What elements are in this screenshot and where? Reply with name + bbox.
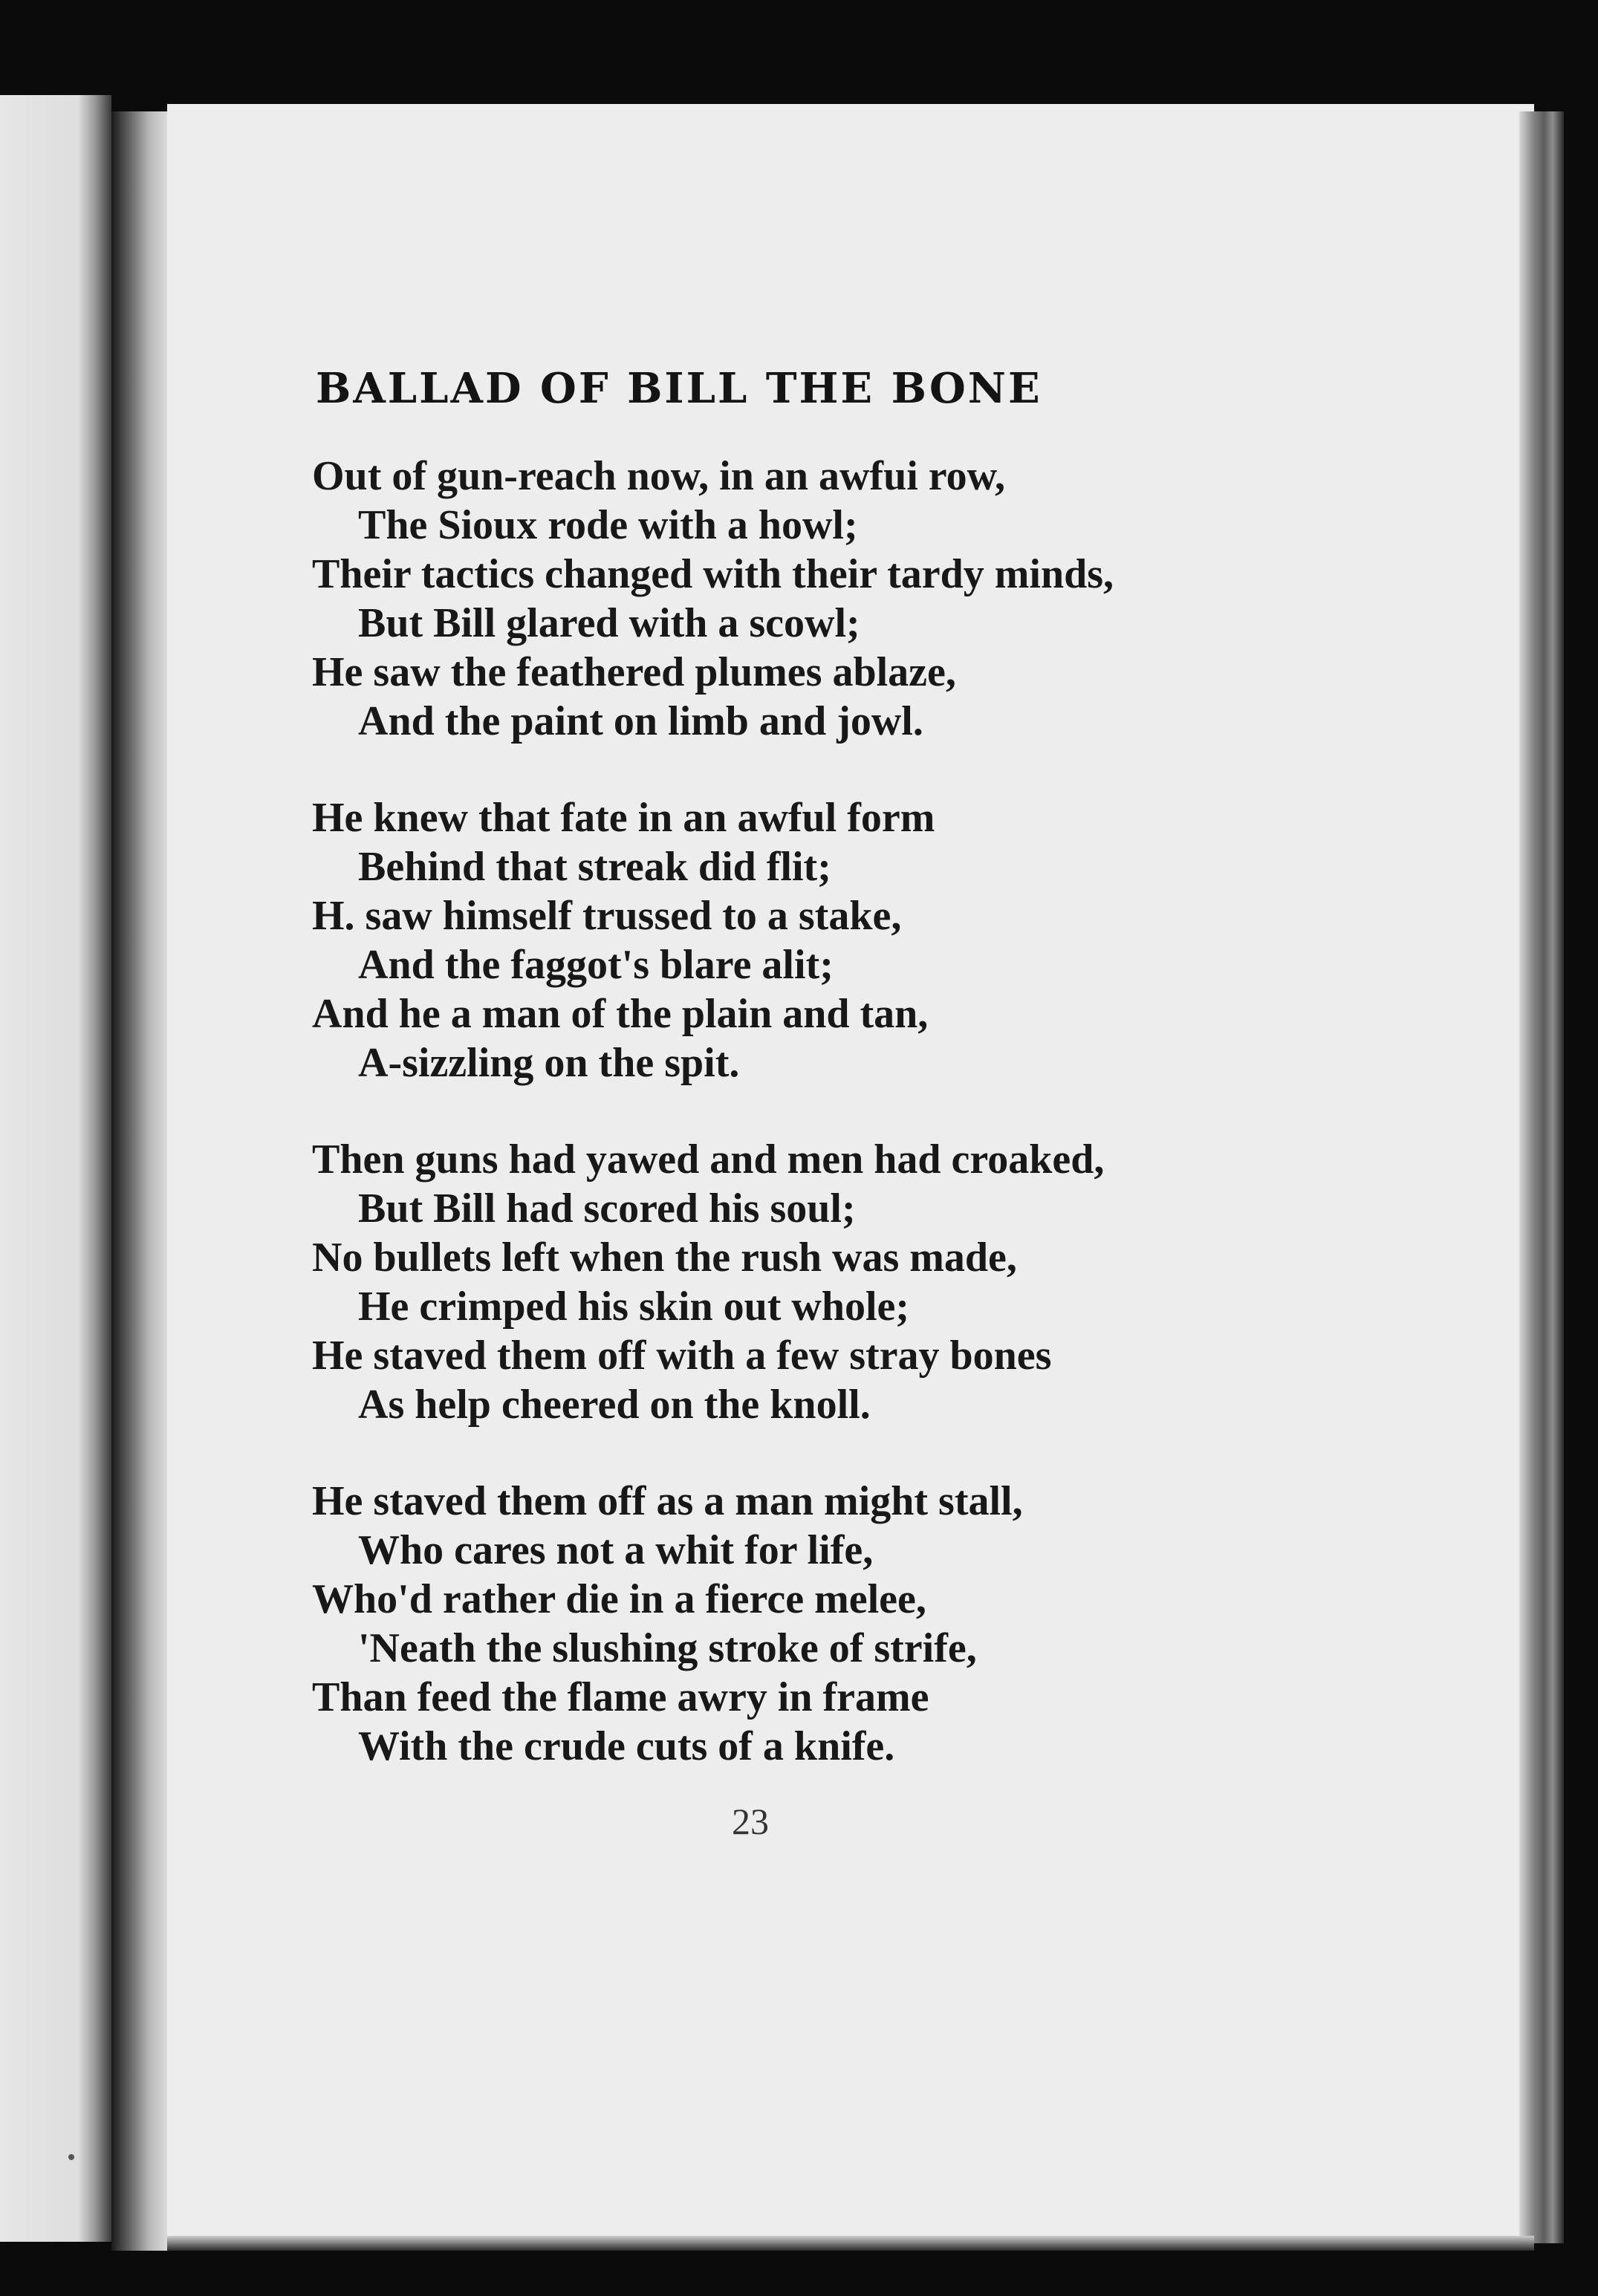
poem-body	[312, 452, 1501, 1818]
poem-line: And he a man of the plain and tan,	[312, 991, 929, 1037]
poem-line: As help cheered on the knoll.	[358, 1382, 871, 1428]
poem-line: He knew that fate in an awful form	[312, 795, 935, 841]
scan-speck	[68, 2154, 74, 2160]
book-gutter-shadow	[111, 111, 175, 2251]
poem-line: He staved them off with a few stray bones	[312, 1333, 1052, 1379]
poem-line: But Bill had scored his soul;	[358, 1186, 856, 1232]
poem-line: He staved them off as a man might stall,	[312, 1478, 1023, 1524]
poem-line: A-sizzling on the spit.	[358, 1040, 740, 1086]
page-bottom-shadow	[167, 2236, 1534, 2251]
facing-page-edge	[0, 95, 111, 2242]
poem-title: BALLAD OF BILL THE BONE	[316, 364, 1042, 413]
poem-line: Than feed the flame awry in frame	[312, 1674, 929, 1720]
stanza	[312, 1477, 1501, 1771]
poem-line: He saw the feathered plumes ablaze,	[312, 649, 956, 695]
stanza	[312, 793, 1501, 1087]
page-stack-edge	[1519, 111, 1564, 2243]
poem-line: Who cares not a whit for life,	[358, 1527, 874, 1573]
poem-line: But Bill glared with a scowl;	[358, 600, 860, 646]
poem-line: Behind that streak did flit;	[358, 844, 831, 890]
poem-line: Then guns had yawed and men had croaked,	[312, 1136, 1105, 1183]
page-number: 23	[732, 1801, 769, 1842]
poem-line: 'Neath the slushing stroke of strife,	[358, 1625, 977, 1671]
poem-line: Their tactics changed with their tardy minds,	[312, 551, 1114, 597]
poem-line: Out of gun-reach now, in an awfui row,	[312, 453, 1005, 499]
stanza	[312, 1135, 1501, 1429]
stanza	[312, 452, 1501, 746]
poem-line: No bullets left when the rush was made,	[312, 1235, 1017, 1281]
poem-line: And the faggot's blare alit;	[358, 942, 834, 988]
poem-line: The Sioux rode with a howl;	[358, 502, 858, 548]
poem-line: With the crude cuts of a knife.	[358, 1723, 895, 1769]
poem-line: H. saw himself trussed to a stake,	[312, 893, 902, 939]
poem-line: He crimped his skin out whole;	[358, 1284, 910, 1330]
poem-line: Who'd rather die in a fierce melee,	[312, 1576, 926, 1622]
poem-line: And the paint on limb and jowl.	[358, 698, 923, 744]
